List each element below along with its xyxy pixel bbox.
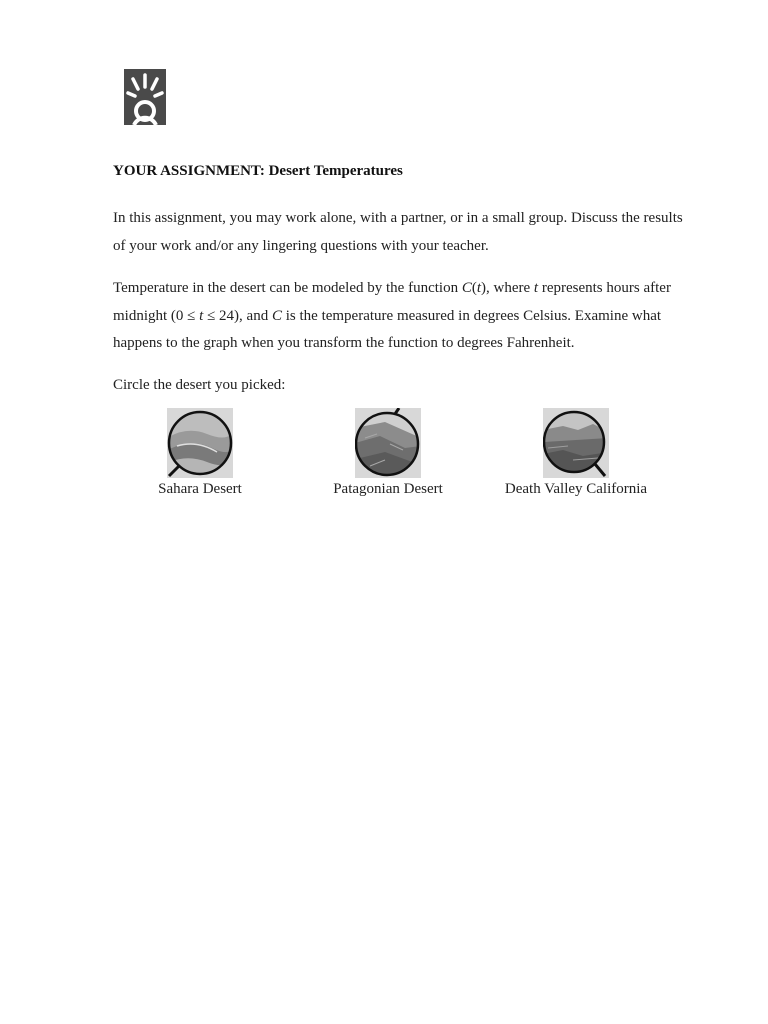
math-variable: t [199,307,204,324]
death-valley-image-icon [543,408,609,478]
desert-option-death-valley[interactable] [486,408,666,498]
sahara-dunes-image-icon [167,408,233,478]
desert-option-sahara[interactable] [110,408,290,498]
desert-label: Death Valley California [504,481,648,497]
math-variable: C [461,280,472,296]
assignment-title: YOUR ASSIGNMENT: Desert Temperatures [113,163,403,179]
math-variable: t [533,280,539,296]
desert-label: Sahara Desert [158,481,242,497]
patagonia-rock-image-icon [355,408,421,478]
text-run: ( [471,280,477,296]
instructions-paragraph: In this assignment, you may work alone, with a partner, or in a small group. Discuss the results of your work and/or any lingering questions with your teacher. [113,210,683,254]
text-run: represents hours after midnight (0 ≤ [113,280,671,324]
math-variable: t [476,280,482,296]
circle-prompt: Circle the desert you picked: [113,377,286,393]
text-run: is the temperature measured in degrees Celsius. Examine what happens to the graph when you transform the function to degrees Fahrenheit. [113,307,662,351]
text-run: ), where [481,280,534,296]
desert-option-patagonia[interactable] [298,408,478,498]
text-run: Temperature in the desert can be modeled by the function [113,280,462,296]
function-description-paragraph [113,275,693,358]
sun-logo-icon [124,69,166,125]
text-run: ≤ 24), and [203,307,272,324]
desert-label: Patagonian Desert [333,481,443,497]
math-variable: C [271,307,282,324]
